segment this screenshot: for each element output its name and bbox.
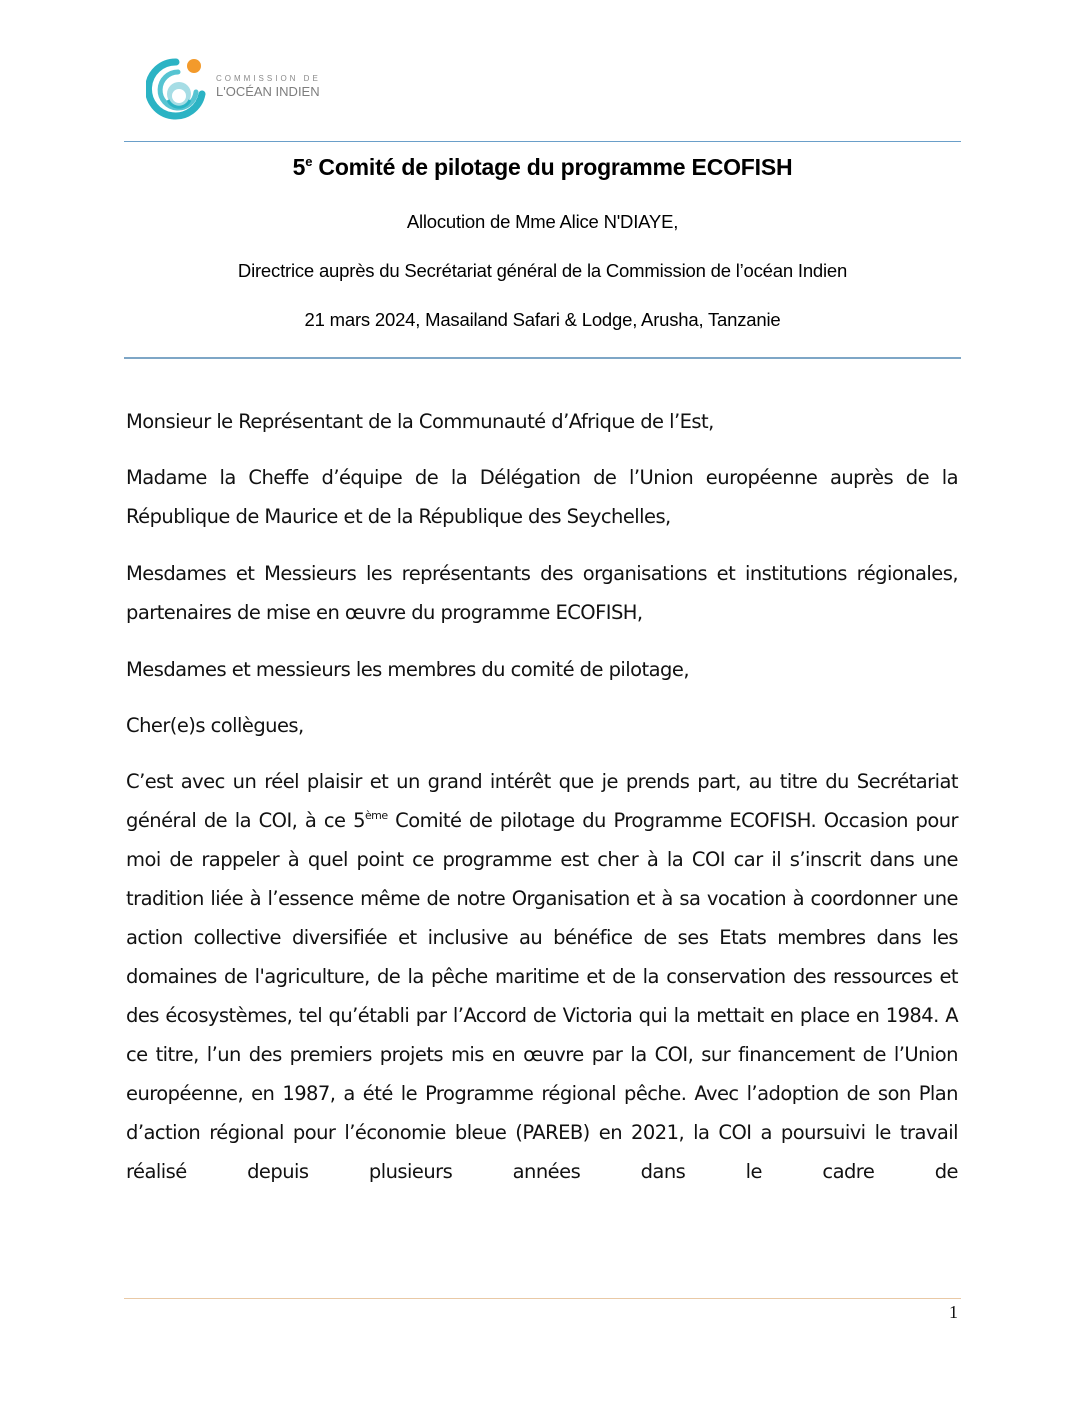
title-superscript: e: [305, 154, 313, 169]
header-top-divider: [124, 141, 961, 142]
body-paragraph-part-2: Comité de pilotage du Programme ECOFISH. Occasion pour moi de rappeler à quel point ce programme est cher à la COI car il s’inscrit dans une tradition liée à l’essence même de notre Organisation et à sa vocation à coordonner une action collective diversifiée et inclusive au bénéfice de ses Etats membres dans les domaines de l'agriculture, de la pêche maritime et de la conservation des ressources et des écosystèmes, tel qu’établi par l’Accord de Victoria qui la mettait en place en 1984. A ce titre, l’un des premiers projets mis en œuvre par la COI, sur financement de l’Union européenne, en 1987, a été le Programme régional pêche. Avec l’adoption de son Plan d’action régional pour l’économie bleue (PAREB) en 2021, la COI a poursuivi le travail réalisé depuis plusieurs années dans le cadre de: [126, 809, 958, 1183]
document-title: [124, 153, 961, 181]
body-paragraph: [126, 762, 958, 1191]
header-bottom-divider: [124, 357, 961, 359]
salutation-paragraph: Mesdames et messieurs les membres du comité de pilotage,: [126, 658, 689, 681]
coi-logo: [146, 56, 336, 122]
coi-swirl-logo-icon: [146, 56, 210, 122]
speaker-role-line: Directrice auprès du Secrétariat général de la Commission de l’océan Indien: [237, 260, 848, 281]
date-place-line: 21 mars 2024, Masailand Safari & Lodge, Arusha, Tanzanie: [304, 309, 781, 330]
salutation-paragraph: Madame la Cheffe d’équipe de la Délégation de l’Union européenne auprès de la République de Maurice et de la République des Seychelles,: [126, 466, 958, 528]
speaker-line: Allocution de Mme Alice N'DIAYE,: [406, 211, 679, 232]
salutation-paragraph: Cher(e)s collègues,: [126, 714, 304, 737]
salutation-paragraph: Mesdames et Messieurs les représentants des organisations et institutions régionales, partenaires de mise en œuvre du programme ECOFISH,: [126, 562, 958, 624]
title-text: Comité de pilotage du programme ECOFISH: [312, 154, 793, 180]
logo-text: [216, 74, 321, 100]
ordinal-superscript: ème: [364, 809, 388, 822]
logo-line-2: L'OCÉAN INDIEN: [216, 84, 320, 99]
body-paragraph-part-1: C’est avec un réel plaisir et un grand intérêt que je prends part, au titre du Secrétariat général de la COI, à ce 5: [126, 770, 958, 832]
title-number: 5: [292, 154, 306, 180]
salutation-paragraph: Monsieur le Représentant de la Communauté d’Afrique de l’Est,: [126, 410, 714, 433]
logo-line-1: COMMISSION DE: [216, 74, 321, 83]
page-number: 1: [949, 1302, 958, 1322]
footer-divider: [124, 1298, 961, 1299]
